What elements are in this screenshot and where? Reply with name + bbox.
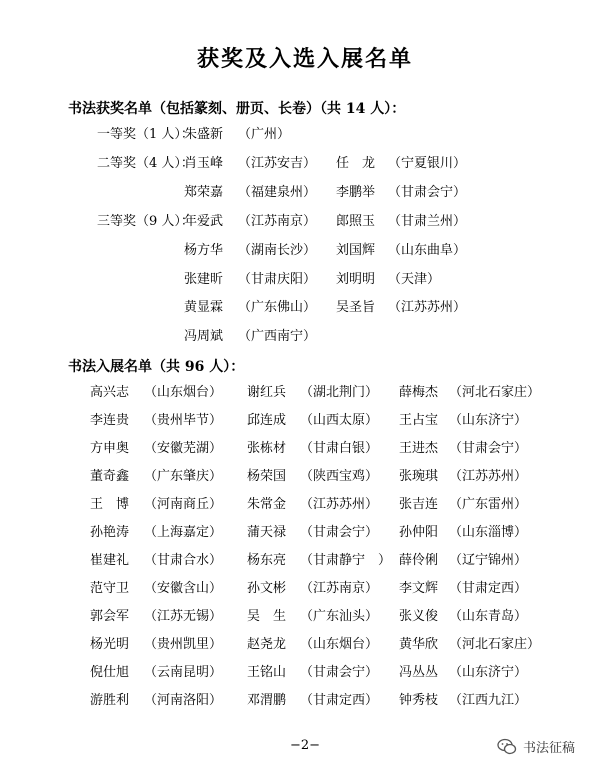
award-place: （甘肃会宁） xyxy=(388,185,467,200)
third-prize-label: 三等奖（9 人）： xyxy=(97,214,194,229)
entry-place: （江苏无锡） xyxy=(144,609,223,624)
entry-name: 孙文彬 xyxy=(247,581,287,596)
watermark-text: 书法征稿 xyxy=(523,741,576,756)
entry-name: 高兴志 xyxy=(90,385,130,400)
award-name: 吴圣旨 xyxy=(336,300,376,315)
award-name: 杨方华 xyxy=(184,243,224,258)
entry-name: 张义俊 xyxy=(399,609,439,624)
entry-name: 谢红兵 xyxy=(247,385,287,400)
entry-name: 张吉连 xyxy=(399,497,439,512)
entry-place: （江西九江） xyxy=(449,693,528,708)
awards-heading: 书法获奖名单（包括篆刻、册页、长卷）（共 14 人）： xyxy=(68,101,406,117)
entry-name: 杨荣国 xyxy=(247,469,287,484)
entry-name: 孙艳涛 xyxy=(90,525,130,540)
entry-name: 邓渭鹏 xyxy=(247,693,287,708)
entry-name: 赵尧龙 xyxy=(247,637,287,652)
second-prize-label: 二等奖（4 人）： xyxy=(97,156,194,171)
entry-name: 冯丛丛 xyxy=(399,665,439,680)
entry-place: （贵州毕节） xyxy=(144,413,223,428)
entry-name: 杨光明 xyxy=(90,637,130,652)
entry-name: 黄华欣 xyxy=(399,637,439,652)
entry-name: 崔建礼 xyxy=(90,553,130,568)
entry-name: 张琬琪 xyxy=(399,469,439,484)
award-name: 朱盛新 xyxy=(184,127,224,142)
award-place: （天津） xyxy=(388,272,441,287)
award-place: （江苏南京） xyxy=(238,214,317,229)
award-place: （广州） xyxy=(238,127,291,142)
entry-place: （甘肃定西） xyxy=(449,581,528,596)
entry-place: （辽宁锦州） xyxy=(449,553,528,568)
entry-place: （云南昆明） xyxy=(144,665,223,680)
entry-place: （甘肃静宁 ） xyxy=(300,553,392,568)
entry-name: 郭会军 xyxy=(90,609,130,624)
entry-name: 蒲天禄 xyxy=(247,525,287,540)
entry-name: 李文辉 xyxy=(399,581,439,596)
entry-name: 王铭山 xyxy=(247,665,287,680)
watermark xyxy=(497,737,575,756)
award-name: 郑荣嘉 xyxy=(184,185,224,200)
entry-name: 李连贵 xyxy=(90,413,130,428)
entry-name: 孙仲阳 xyxy=(399,525,439,540)
entry-place: （湖北荆门） xyxy=(300,385,379,400)
award-place: （甘肃庆阳） xyxy=(238,272,317,287)
award-name: 肖玉峰 xyxy=(184,156,224,171)
award-place: （湖南长沙） xyxy=(238,243,317,258)
entry-place: （江苏南京） xyxy=(300,581,379,596)
entry-place: （甘肃白银） xyxy=(300,441,379,456)
entry-name: 王 博 xyxy=(90,497,130,512)
entry-name: 吴 生 xyxy=(247,609,287,624)
award-name: 年爱武 xyxy=(184,214,224,229)
entry-place: （山东烟台） xyxy=(144,385,223,400)
entry-place: （山东济宁） xyxy=(449,413,528,428)
award-name: 李鹏举 xyxy=(336,185,376,200)
entry-place: （河北石家庄） xyxy=(449,385,541,400)
award-place: （宁夏银川） xyxy=(388,156,467,171)
entry-place: （广东肇庆） xyxy=(144,469,223,484)
entry-name: 薛伶俐 xyxy=(399,553,439,568)
entry-place: （甘肃会宁） xyxy=(300,665,379,680)
entry-place: （甘肃会宁） xyxy=(449,441,528,456)
award-place: （山东曲阜） xyxy=(388,243,467,258)
entry-place: （甘肃定西） xyxy=(300,693,379,708)
page-title: 获奖及入选入展名单 xyxy=(196,46,413,72)
entry-name: 游胜利 xyxy=(90,693,130,708)
entries-heading: 书法入展名单（共 96 人）： xyxy=(68,359,245,375)
award-name: 张建昕 xyxy=(184,272,224,287)
entry-place: （江苏苏州） xyxy=(300,497,379,512)
award-place: （江苏安吉） xyxy=(238,156,317,171)
entry-name: 杨东亮 xyxy=(247,553,287,568)
entry-place: （广东汕头） xyxy=(300,609,379,624)
entry-name: 王占宝 xyxy=(399,413,439,428)
page-number: −2− xyxy=(289,738,321,753)
award-name: 刘明明 xyxy=(336,272,376,287)
entry-place: （安徽芜湖） xyxy=(144,441,223,456)
entry-name: 范守卫 xyxy=(90,581,130,596)
award-name: 任 龙 xyxy=(336,156,376,171)
entry-name: 朱常金 xyxy=(247,497,287,512)
award-name: 郎照玉 xyxy=(336,214,376,229)
entry-name: 钟秀枝 xyxy=(399,693,439,708)
entry-place: （山东济宁） xyxy=(449,665,528,680)
award-place: （广东佛山） xyxy=(238,300,317,315)
entry-name: 方申奥 xyxy=(90,441,130,456)
entry-place: （甘肃会宁） xyxy=(300,525,379,540)
award-name: 黄显霖 xyxy=(184,300,224,315)
award-name: 冯周斌 xyxy=(184,329,224,344)
entry-place: （山东淄博） xyxy=(449,525,528,540)
entry-name: 董奇鑫 xyxy=(90,469,130,484)
entry-place: （陕西宝鸡） xyxy=(300,469,379,484)
entry-place: （贵州凯里） xyxy=(144,637,223,652)
entry-place: （河南洛阳） xyxy=(144,693,223,708)
award-place: （甘肃兰州） xyxy=(388,214,467,229)
award-place: （江苏苏州） xyxy=(388,300,467,315)
award-place: （福建泉州） xyxy=(238,185,317,200)
entry-name: 倪仕旭 xyxy=(90,665,130,680)
wechat-icon xyxy=(497,738,517,756)
entry-place: （安徽含山） xyxy=(144,581,223,596)
entry-place: （河北石家庄） xyxy=(449,637,541,652)
entry-name: 邱连成 xyxy=(247,413,287,428)
entry-place: （广东雷州） xyxy=(449,497,528,512)
entry-place: （山东青岛） xyxy=(449,609,528,624)
entry-place: （河南商丘） xyxy=(144,497,223,512)
entry-place: （甘肃合水） xyxy=(144,553,223,568)
first-prize-label: 一等奖（1 人）： xyxy=(97,127,194,142)
entry-place: （山西太原） xyxy=(300,413,379,428)
entry-place: （上海嘉定） xyxy=(144,525,223,540)
award-place: （广西南宁） xyxy=(238,329,317,344)
entry-name: 王进杰 xyxy=(399,441,439,456)
entry-name: 张栋材 xyxy=(247,441,287,456)
award-name: 刘国辉 xyxy=(336,243,376,258)
entry-place: （山东烟台） xyxy=(300,637,379,652)
entry-name: 薛梅杰 xyxy=(399,385,439,400)
entry-place: （江苏苏州） xyxy=(449,469,528,484)
